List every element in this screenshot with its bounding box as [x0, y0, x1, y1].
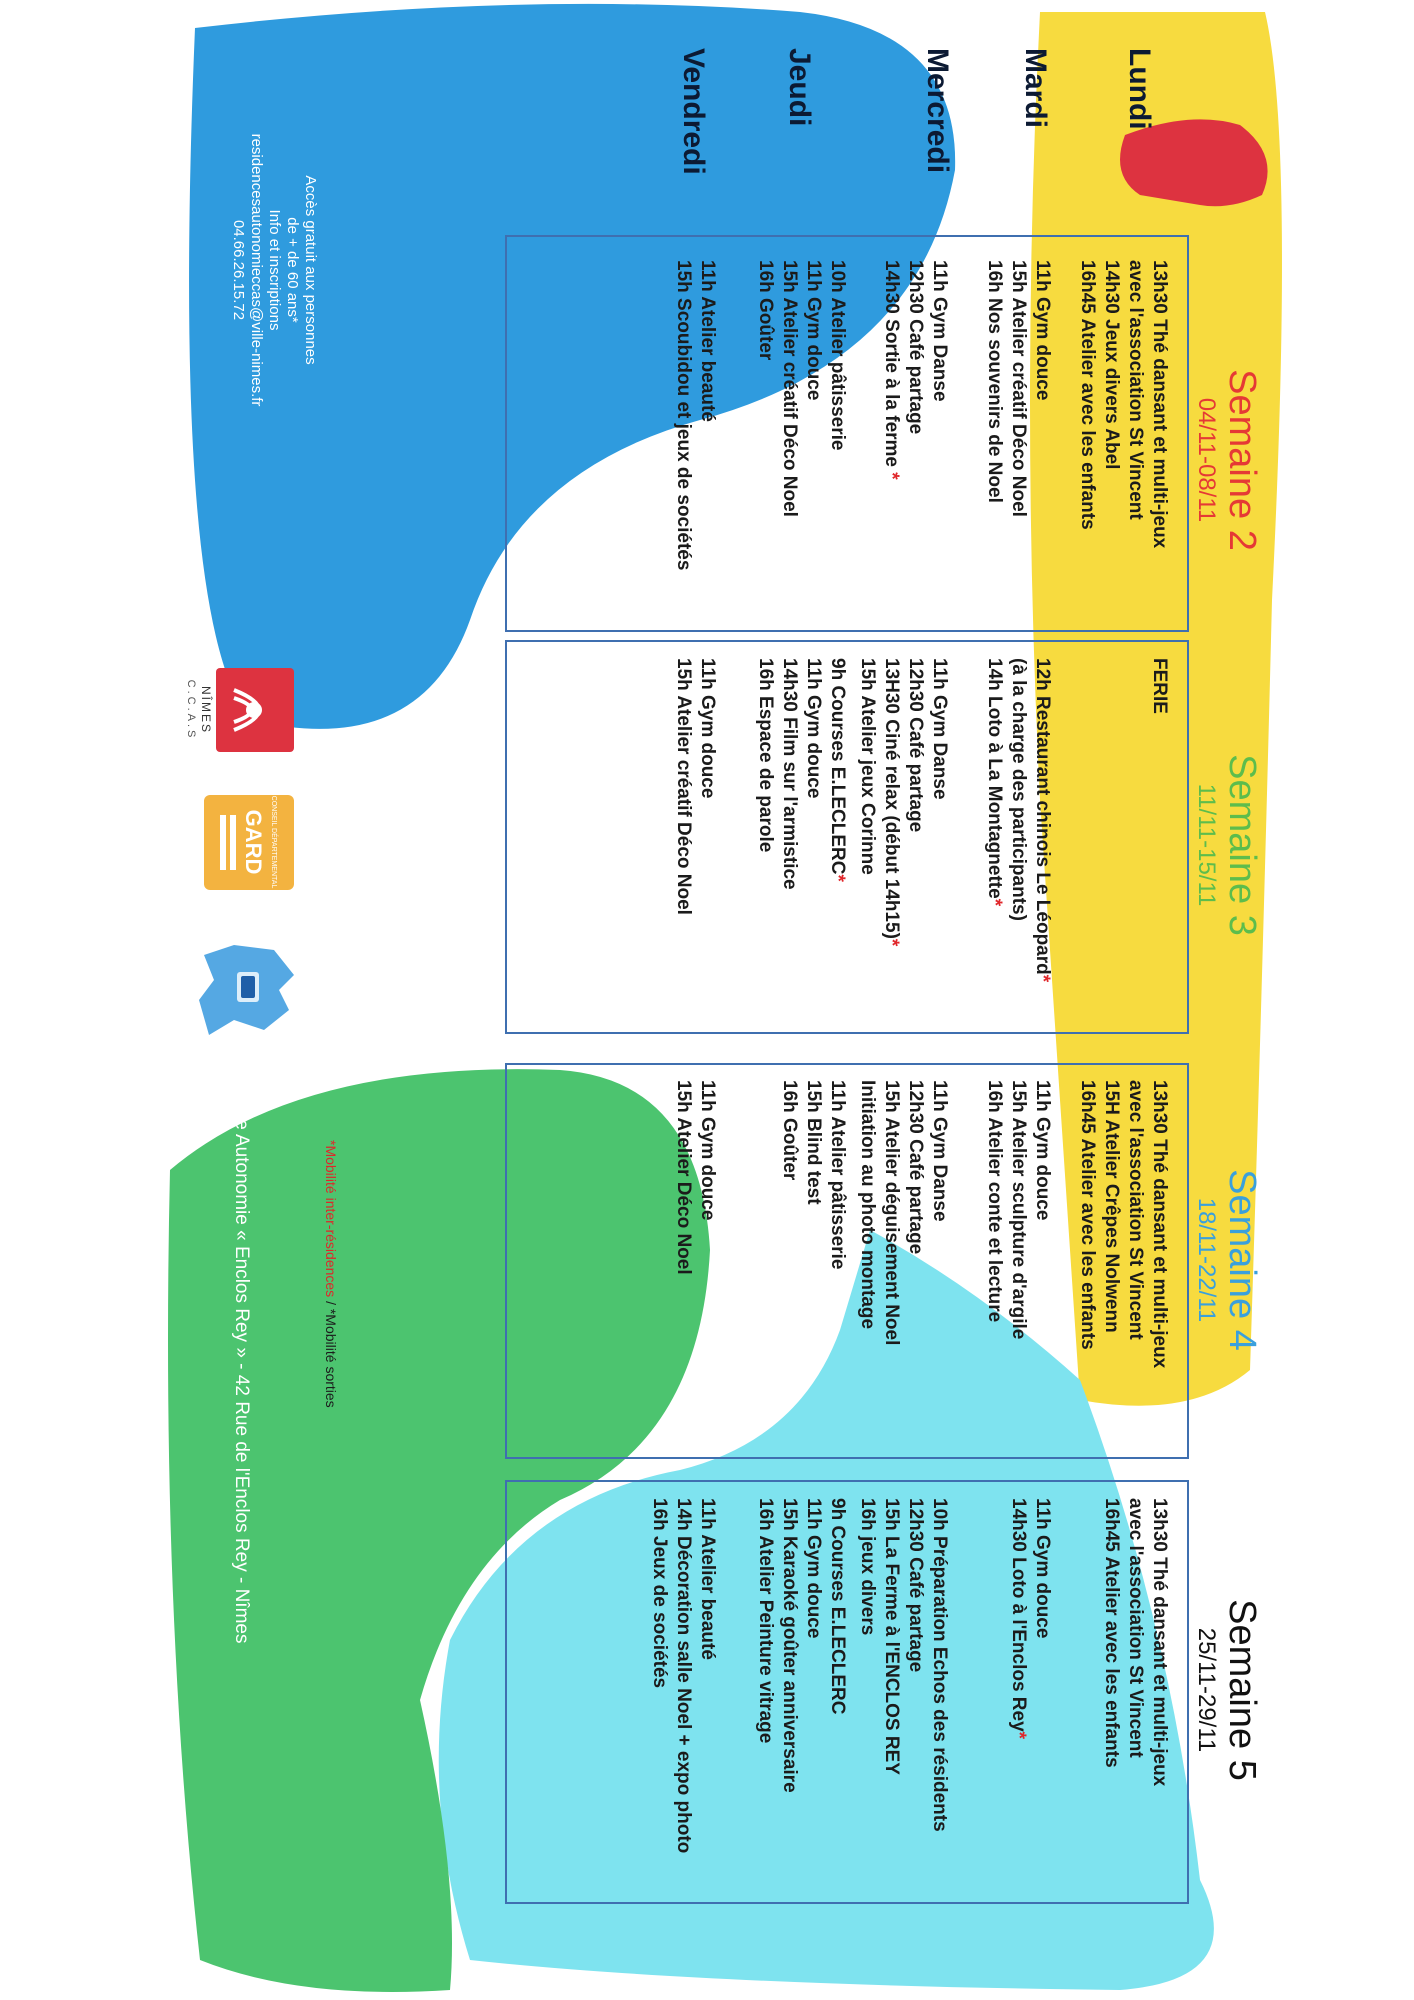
mobility-star: * — [1008, 1731, 1029, 1740]
activity-line: 12h Restaurant chinois Le Léopard* — [1032, 658, 1053, 983]
day-label-mercredi: Mercredi — [921, 48, 954, 174]
cell-w2-vendredi — [671, 260, 719, 570]
activity-line: 9h Courses E.LECLERC — [827, 1498, 848, 1715]
activity-line: 15h Atelier déguisement Noel — [881, 1080, 902, 1346]
activity-line: 15h Atelier jeux Corinne — [857, 658, 878, 875]
mobility-star: * — [984, 898, 1005, 907]
week-header-semaine-3 — [1192, 745, 1264, 945]
activity-line: 13h30 Thé dansant et multi-jeux — [1149, 260, 1170, 549]
info-line-access: Accès gratuit aux personnes — [302, 175, 319, 365]
activity-line: 15h Atelier Déco Noel — [673, 1080, 694, 1275]
cell-w2-mercredi — [879, 260, 951, 480]
info-phone: 04.66.26.15.72 — [230, 219, 247, 321]
activity-line: 13h30 Thé dansant et multi-jeux — [1149, 1498, 1170, 1787]
activity-line: 16h jeux divers — [857, 1498, 878, 1636]
activity-line: 15H Atelier Crêpes Nolwenn — [1101, 1080, 1122, 1333]
activity-line: 15h Blind test — [803, 1080, 824, 1205]
cell-w3-vendredi — [671, 658, 719, 915]
cell-w2-mardi — [982, 260, 1054, 517]
info-line-inscriptions: Info et inscriptions — [266, 209, 283, 331]
activity-line: 12h30 Café partage — [905, 1498, 926, 1673]
week-header-semaine-4 — [1192, 1160, 1264, 1360]
week-title: Semaine 2 — [1221, 369, 1263, 551]
gard-map-icon — [189, 930, 304, 1045]
activity-line: 9h Courses E.LECLERC* — [827, 658, 848, 882]
cell-w4-jeudi — [777, 1080, 849, 1269]
activity-line: (à la charge des participants) — [1008, 658, 1029, 921]
mobility-star: * — [1032, 974, 1053, 983]
activity-line: 11h Gym Danse — [929, 658, 950, 800]
activity-line: 11h Atelier pâtisserie — [827, 1080, 848, 1270]
activity-line: 11h Gym douce — [803, 260, 824, 401]
activity-line: 16h Atelier Peinture vitrage — [755, 1498, 776, 1744]
activity-line: 15h Atelier créatif Déco Noel — [779, 260, 800, 517]
activity-line: 11h Atelier beauté — [697, 1498, 718, 1660]
mobility-star: * — [881, 472, 902, 480]
activity-line: 11h Atelier beauté — [697, 260, 718, 422]
activity-line: 15h Scoubidou et jeux de sociétés — [673, 260, 694, 571]
cell-w2-jeudi — [753, 260, 849, 517]
info-line-age: de + de 60 ans* — [284, 217, 301, 323]
activity-line: 14h30 Jeux divers Abel — [1101, 260, 1122, 470]
activity-line: 11h Gym douce — [803, 1498, 824, 1639]
info-block — [229, 105, 319, 435]
week-dates: 18/11-22/11 — [1193, 1197, 1220, 1323]
activity-line: 16h Atelier conte et lecture — [984, 1080, 1005, 1323]
activity-line: 15h Karaoké goûter anniversaire — [779, 1498, 800, 1793]
week-header-semaine-5 — [1192, 1590, 1264, 1790]
day-label-lundi: Lundi — [1123, 48, 1156, 130]
week-title: Semaine 5 — [1221, 1599, 1263, 1781]
mobility-sorties: *Mobilité sorties — [323, 1308, 339, 1408]
activity-line: 15h Atelier sculpture d'argile — [1008, 1080, 1029, 1340]
activity-line: 11h Gym douce — [1032, 1080, 1053, 1221]
cell-w4-mardi — [982, 1080, 1054, 1339]
activity-line: 14h30 Sortie à la ferme * — [881, 260, 902, 480]
cell-w5-mardi — [1006, 1498, 1054, 1739]
cell-w5-mercredi — [855, 1498, 951, 1832]
ccas-logo-icon — [184, 660, 294, 760]
program-title: Programme d'animation du 1er au 29 novembre 2024 — [1345, 473, 1397, 1627]
activity-line: 12h30 Café partage — [905, 658, 926, 833]
cell-w5-vendredi — [647, 1498, 719, 1853]
gard-text: GARD — [241, 809, 266, 875]
gard-logo-icon — [204, 795, 294, 890]
cell-w5-jeudi — [753, 1498, 849, 1793]
residence-title: Résidence Autonomie «Enclos Rey» — [1291, 653, 1343, 1447]
activity-line: 10h Atelier pâtisserie — [827, 260, 848, 451]
activity-line: 16h Jeux de sociétés — [649, 1498, 670, 1689]
activity-line: 15h Atelier créatif Déco Noel — [1008, 260, 1029, 517]
week-dates: 04/11-08/11 — [1193, 397, 1220, 523]
cell-w4-lundi — [1075, 1080, 1171, 1368]
footer-address: Résidence Autonomie « Enclos Rey » - 42 Rue de l'Enclos Rey - Nîmes — [231, 1040, 252, 1644]
activity-line: FERIE — [1149, 658, 1170, 714]
cell-w4-vendredi — [671, 1080, 719, 1275]
gard-small-text: CONSEIL DÉPARTEMENTAL — [270, 795, 277, 889]
activity-line: 12h30 Café partage — [905, 1080, 926, 1255]
week-dates: 11/11-15/11 — [1193, 783, 1220, 907]
info-email: residencesautonomieccas@ville-nimes.fr — [248, 133, 265, 407]
activity-line: 13h30 Thé dansant et multi-jeux — [1149, 1080, 1170, 1369]
day-label-vendredi: Vendredi — [677, 48, 710, 175]
mobility-separator: / — [323, 1297, 339, 1309]
week-title: Semaine 4 — [1221, 1169, 1263, 1351]
week-title: Semaine 3 — [1221, 754, 1263, 936]
activity-line: 11h Gym douce — [803, 658, 824, 799]
cell-w3-jeudi — [753, 658, 849, 890]
activity-line: 15h Atelier créatif Déco Noel — [673, 658, 694, 915]
nimes-text: NÎMES — [199, 685, 213, 735]
activity-line: 11h Gym Danse — [929, 260, 950, 402]
activity-line: 15h La Ferme à l'ENCLOS REY — [881, 1498, 902, 1775]
week-dates: 25/11-29/11 — [1193, 1627, 1220, 1753]
activity-line: 16h45 Atelier avec les enfants — [1077, 1080, 1098, 1350]
mobility-star: * — [827, 874, 848, 882]
activity-line: 10h Préparation Echos des résidents — [929, 1498, 950, 1832]
activity-line: 14h Décoration salle Noel + expo photo — [673, 1498, 694, 1854]
activity-line: 16h Nos souvenirs de Noel — [984, 260, 1005, 503]
activity-line: avec l'association St Vincent — [1125, 1080, 1146, 1340]
week-header-semaine-2 — [1192, 360, 1264, 560]
mobility-note — [323, 1140, 339, 1408]
activity-line: 11h Gym douce — [1032, 260, 1053, 401]
activity-line: 16h45 Atelier avec les enfants — [1101, 1498, 1122, 1768]
cell-w3-lundi — [1147, 658, 1171, 714]
activity-line: 16h Goûter — [755, 260, 776, 361]
day-label-mardi: Mardi — [1019, 48, 1052, 129]
activity-line: 13H30 Ciné relax (début 14h15)* — [881, 658, 902, 947]
activity-line: 14h30 Loto à l'Enclos Rey* — [1008, 1498, 1029, 1740]
activity-line: Initiation au photo montage — [857, 1080, 878, 1330]
activity-line: 14h30 Film sur l'armistice — [779, 658, 800, 890]
activity-line: 11h Gym douce — [697, 1080, 718, 1221]
activity-line: 16h Espace de parole — [755, 658, 776, 853]
cell-w4-mercredi — [855, 1080, 951, 1345]
activity-line: 11h Gym douce — [1032, 1498, 1053, 1639]
ccas-text: C.C.A.S — [185, 679, 197, 741]
activity-line: 11h Gym douce — [697, 658, 718, 799]
cell-w5-lundi — [1099, 1498, 1171, 1786]
activity-line: avec l'association St Vincent — [1125, 260, 1146, 520]
cell-w3-mercredi — [855, 658, 951, 946]
mobility-star: * — [881, 938, 902, 947]
cell-w2-lundi — [1075, 260, 1171, 548]
mobility-inter-residences: *Mobilité inter-résidences — [323, 1140, 339, 1298]
activity-line: 16h45 Atelier avec les enfants — [1077, 260, 1098, 530]
day-label-jeudi: Jeudi — [783, 48, 816, 127]
activity-line: 12h30 Café partage — [905, 260, 926, 435]
activity-line: 14h Loto à La Montagnette* — [984, 658, 1005, 907]
cell-w3-mardi — [982, 658, 1054, 982]
activity-line: 16h Goûter — [779, 1080, 800, 1181]
activity-line: 11h Gym Danse — [929, 1080, 950, 1222]
activity-line: avec l'association St Vincent — [1125, 1498, 1146, 1758]
